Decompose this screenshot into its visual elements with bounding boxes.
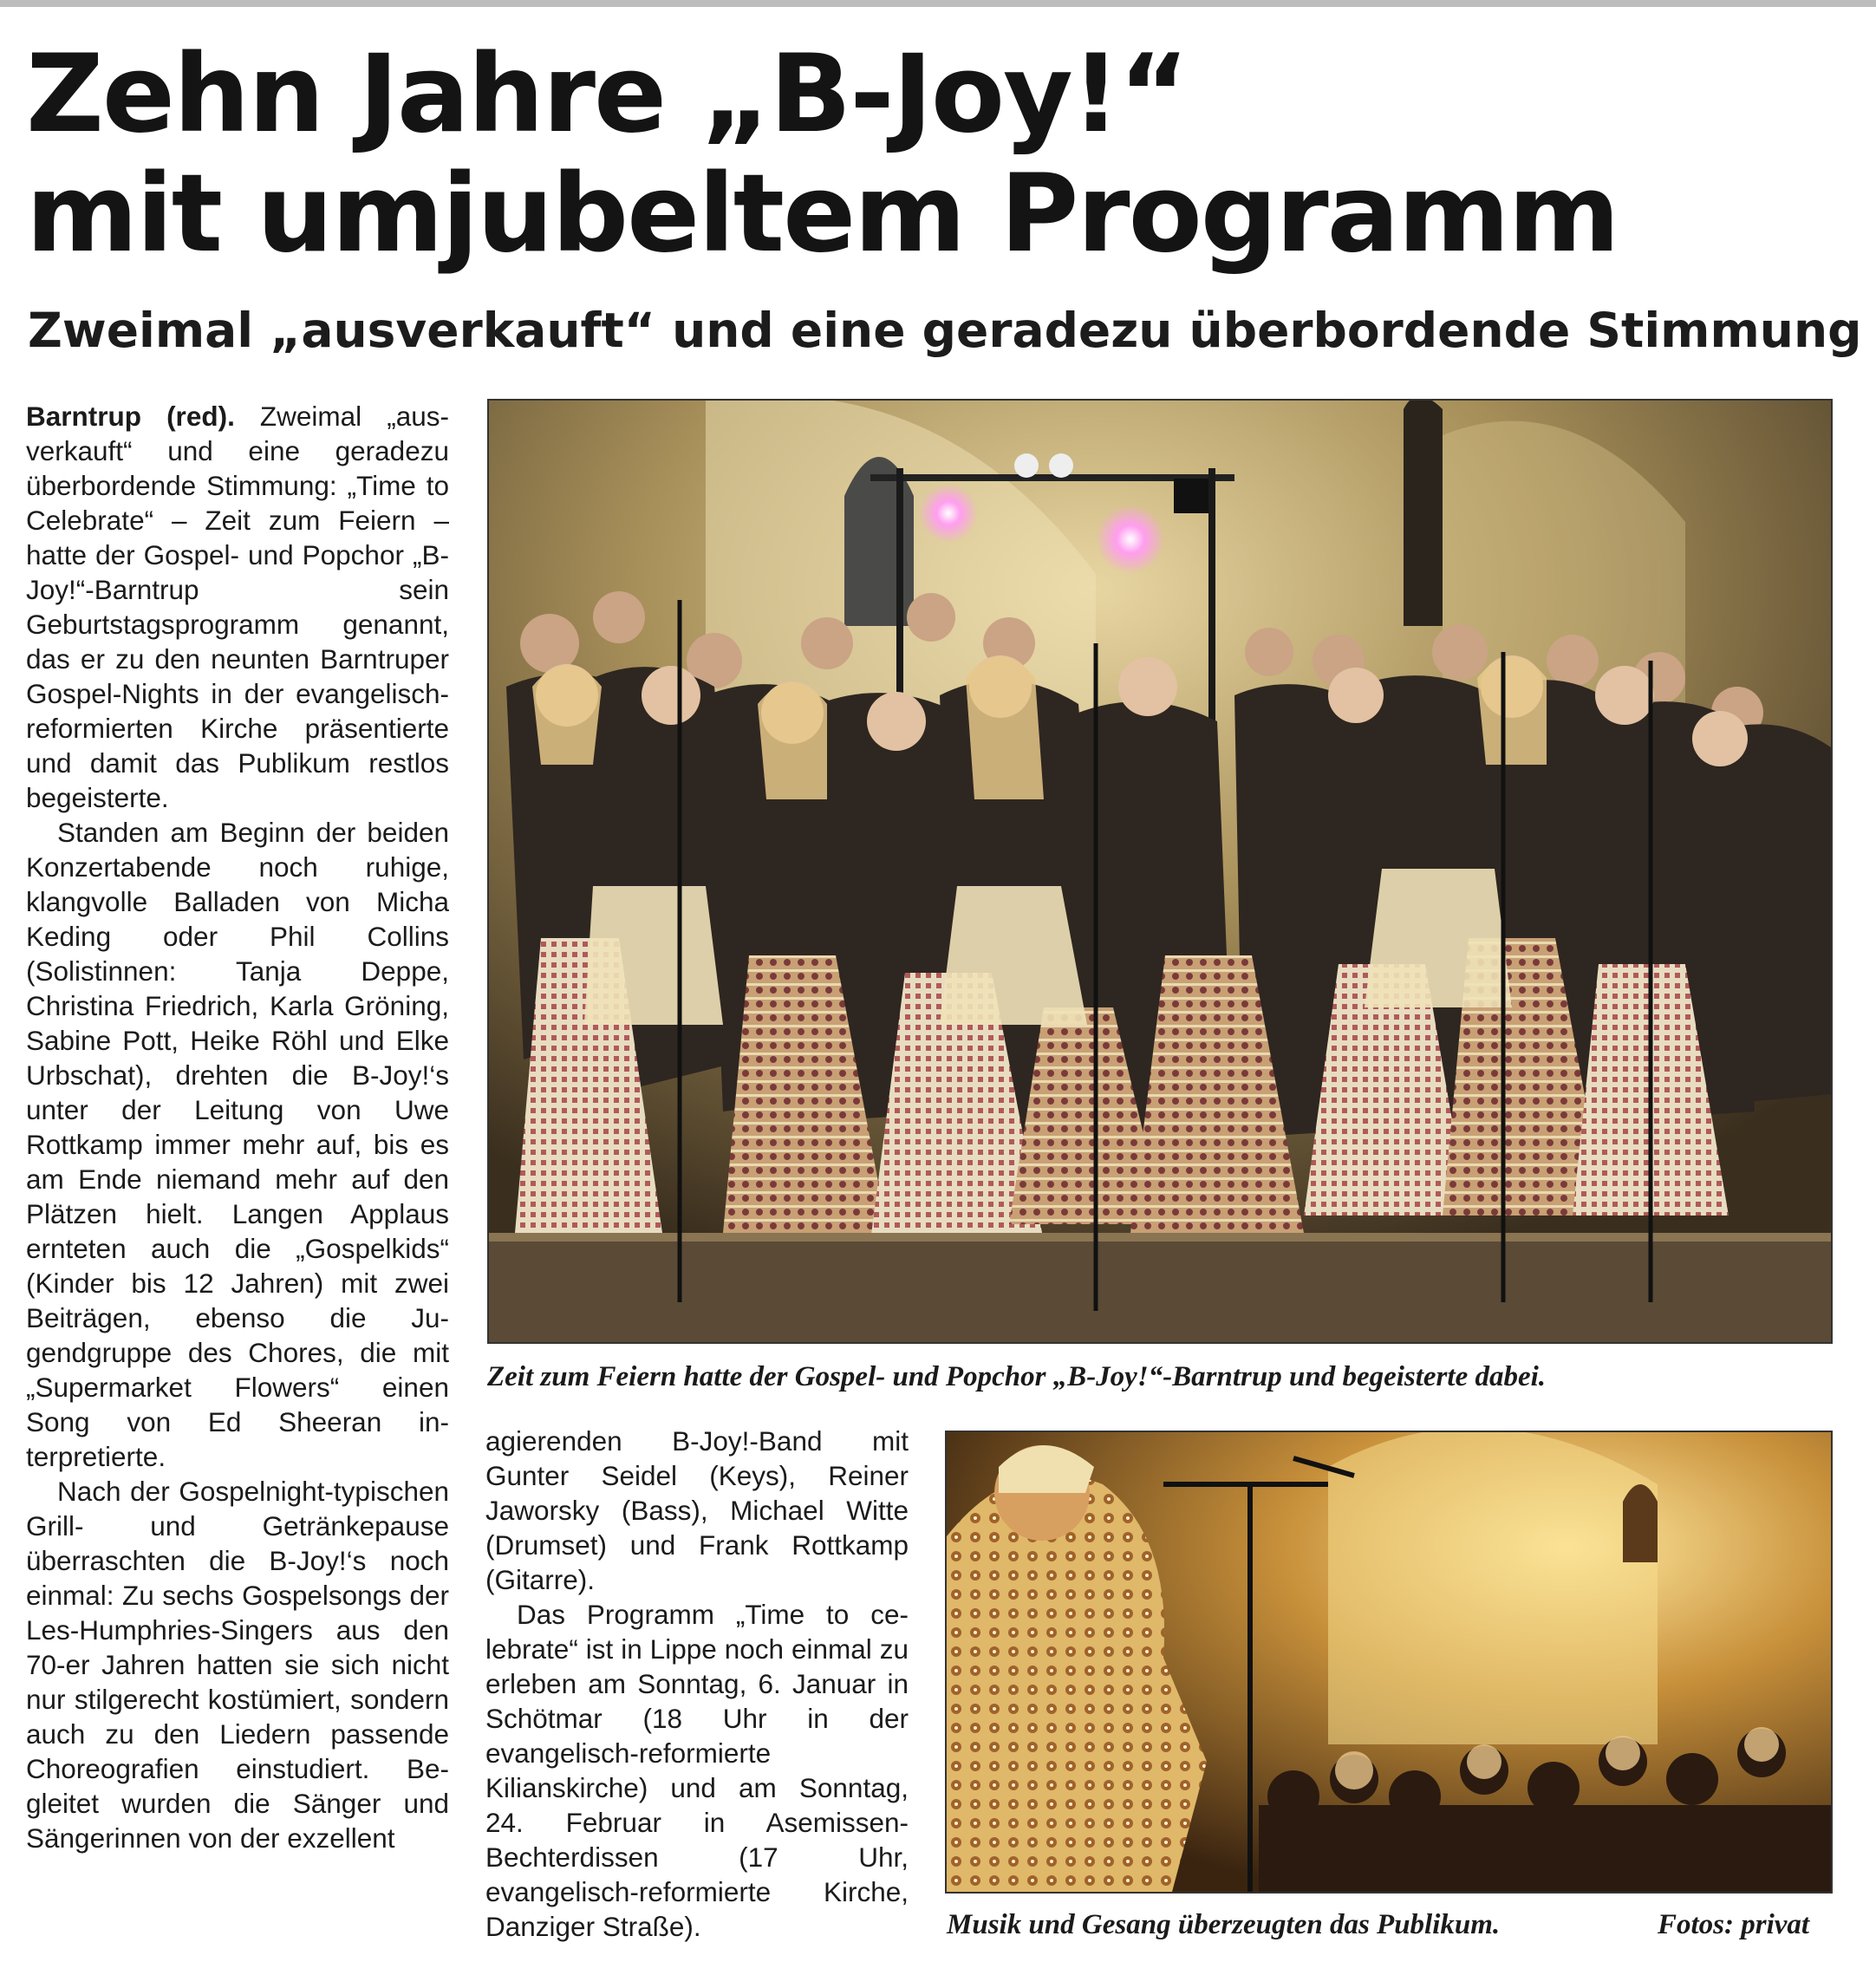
article-column-1	[26, 399, 449, 1959]
paragraph-2: Standen am Beginn der beiden Konzertabende noch ruhige, klangvolle Balladen von Micha Keding oder Phil Collins (Solistinnen: Tanja Deppe, Christina Friedrich, Karla Gröning, Sabine Pott, Heike Röhl und Elke Urbschat), drehten die B-Joy!‘s unter der Leitung von Uwe Rottkamp immer mehr auf, bis es am Ende niemand mehr auf den Plätzen hielt. Langen Applaus ernteten auch die „Gospelkids“ (Kinder bis 12 Jahren) mit zwei Beiträgen, ebenso die Jugendgruppe des Chores, die mit „Supermarket Flowers“ einen Song von Ed Sheeran interpretierte.	[26, 817, 449, 1472]
paragraph-5: Das Programm „Time to celebrate“ ist in Lippe noch einmal zu erleben am Sonntag, 6. Januar in Schötmar (18 Uhr in der evangelisch-reformierte Kilianskirche) und am Sonntag, 24. Februar in Asemissen-Bechterdissen (17 Uhr, evangelisch-reformierte Kirche, Danziger Straße).	[485, 1599, 909, 1942]
paragraph-1	[26, 399, 449, 815]
headline-line-2: mit umjubeltem Programm	[26, 152, 1619, 277]
conductor-photo	[945, 1431, 1833, 1894]
headline-line-1: Zehn Jahre „B-Joy!“	[26, 32, 1188, 157]
choir-photo	[487, 399, 1833, 1344]
choir-photo-caption: Zeit zum Feiern hatte der Gospel- und Popchor „B-Joy!“-Barntrup und begeisterte dabei.	[487, 1361, 1547, 1392]
headline	[26, 32, 1847, 277]
paragraph-3: Nach der Gospelnight-typischen Grill- und Getränkepause überraschten die B-Joy!‘s noch einmal: Zu sechs Gospelsongs der Les-Humphries-Singers aus den 70-er Jahren hatten sie sich nicht nur stilgerecht kostümiert, sondern auch zu den Liedern passende Choreografien einstudiert. Begleitet wurden die Sänger und Sängerinnen von der exzellent	[26, 1476, 449, 1854]
article-column-2	[485, 1424, 909, 1961]
photo-credit: Fotos: privat	[1658, 1909, 1810, 1940]
dateline: Barntrup (red).	[26, 401, 235, 432]
conductor-photo-caption: Musik und Gesang überzeugten das Publikum.	[947, 1909, 1501, 1940]
paragraph-1-text: Zweimal „ausverkauft“ und eine geradezu überbordende Stimmung: „Time to Celebrate“ – Zeit zum Feiern – hatte der Gospel- und Popchor „B-Joy!“-Barntrup sein Geburtstagsprogramm genannt, das er zu den neunten Barntruper Gospel-Nights in der evangelisch-reformierten Kirche präsentierte und damit das Publikum restlos begeisterte.	[26, 401, 449, 813]
paragraph-4: agierenden B-Joy!-Band mit Gunter Seidel (Keys), Reiner Jaworsky (Bass), Michael Witte (Drumset) und Frank Rottkamp (Gitarre).	[485, 1425, 909, 1595]
top-rule	[0, 0, 1876, 7]
subheadline: Zweimal „ausverkauft“ und eine geradezu überbordende Stimmung	[28, 303, 1862, 358]
